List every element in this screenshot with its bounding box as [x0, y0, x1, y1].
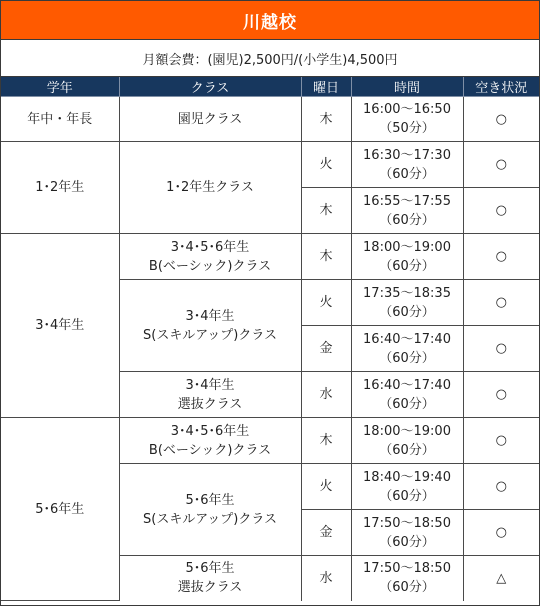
- availability-cell: ○: [463, 234, 539, 280]
- time-cell: 18:00～19:00 （60分）: [351, 418, 463, 464]
- header-class: クラス: [119, 77, 301, 97]
- time-cell: 16:40～17:40 （60分）: [351, 372, 463, 418]
- header-grade: 学年: [1, 77, 119, 97]
- availability-cell: ○: [463, 326, 539, 372]
- class-schedule-table: [1, 77, 539, 601]
- header-availability: 空き状況: [463, 77, 539, 97]
- day-cell: 木: [301, 418, 351, 464]
- time-cell: 16:40～17:40 （60分）: [351, 326, 463, 372]
- grade-cell: 5･6年生: [1, 418, 119, 601]
- class-cell: 園児クラス: [119, 97, 301, 142]
- availability-cell: ○: [463, 142, 539, 188]
- day-cell: 水: [301, 372, 351, 418]
- day-cell: 木: [301, 97, 351, 142]
- header-time: 時間: [351, 77, 463, 97]
- table-row: [1, 97, 539, 142]
- day-cell: 水: [301, 556, 351, 601]
- table-row: [1, 142, 539, 188]
- header-day: 曜日: [301, 77, 351, 97]
- availability-cell: ○: [463, 280, 539, 326]
- availability-cell: ○: [463, 464, 539, 510]
- day-cell: 火: [301, 142, 351, 188]
- time-cell: 16:00～16:50 （50分）: [351, 97, 463, 142]
- class-cell: 3･4年生 S(スキルアップ)クラス: [119, 280, 301, 372]
- day-cell: 金: [301, 326, 351, 372]
- day-cell: 金: [301, 510, 351, 556]
- day-cell: 火: [301, 464, 351, 510]
- availability-cell: ○: [463, 188, 539, 234]
- availability-cell: △: [463, 556, 539, 601]
- time-cell: 16:30～17:30 （60分）: [351, 142, 463, 188]
- time-cell: 18:40～19:40 （60分）: [351, 464, 463, 510]
- class-cell: 1･2年生クラス: [119, 142, 301, 234]
- class-cell: 5･6年生 S(スキルアップ)クラス: [119, 464, 301, 556]
- class-cell: 3･4年生 選抜クラス: [119, 372, 301, 418]
- availability-cell: ○: [463, 510, 539, 556]
- class-cell: 3･4･5･6年生 B(ベーシック)クラス: [119, 418, 301, 464]
- monthly-fee: 月額会費：(園児)2,500円/(小学生)4,500円: [1, 40, 539, 77]
- header-row: [1, 77, 539, 97]
- class-cell: 3･4･5･6年生 B(ベーシック)クラス: [119, 234, 301, 280]
- day-cell: 火: [301, 280, 351, 326]
- time-cell: 16:55～17:55 （60分）: [351, 188, 463, 234]
- grade-cell: 1･2年生: [1, 142, 119, 234]
- time-cell: 17:50～18:50 （60分）: [351, 556, 463, 601]
- time-cell: 18:00～19:00 （60分）: [351, 234, 463, 280]
- time-cell: 17:35～18:35 （60分）: [351, 280, 463, 326]
- availability-cell: ○: [463, 418, 539, 464]
- grade-cell: 年中・年長: [1, 97, 119, 142]
- school-title: 川越校: [1, 1, 539, 40]
- time-cell: 17:50～18:50 （60分）: [351, 510, 463, 556]
- day-cell: 木: [301, 234, 351, 280]
- availability-cell: ○: [463, 97, 539, 142]
- day-cell: 木: [301, 188, 351, 234]
- class-cell: 5･6年生 選抜クラス: [119, 556, 301, 601]
- table-row: [1, 234, 539, 280]
- grade-cell: 3･4年生: [1, 234, 119, 418]
- table-row: [1, 418, 539, 464]
- availability-cell: ○: [463, 372, 539, 418]
